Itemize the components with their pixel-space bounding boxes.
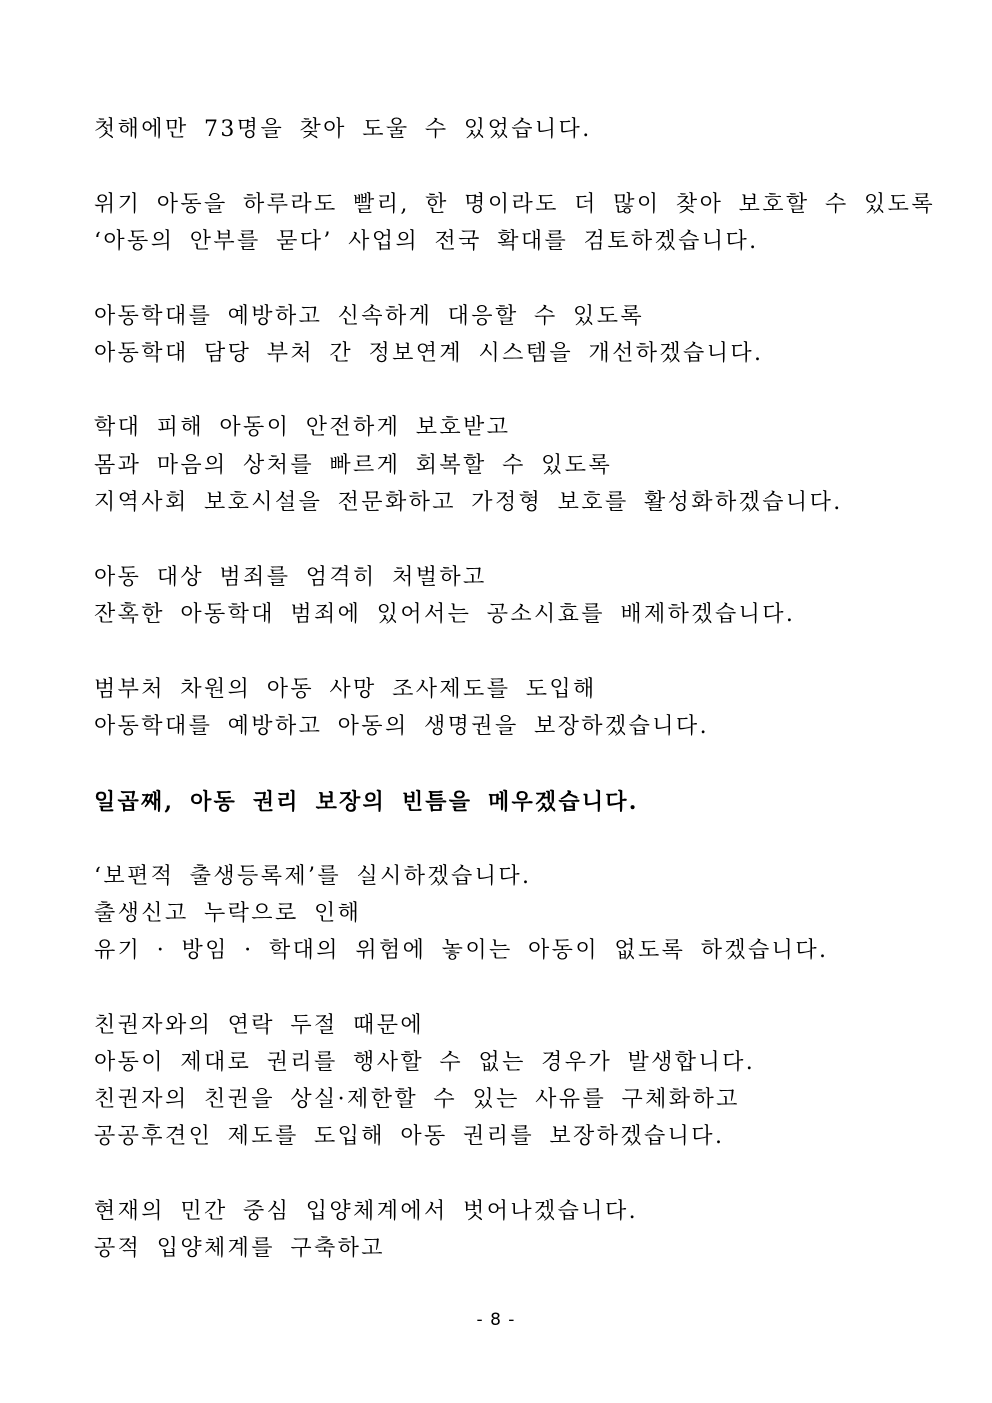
page-number: - 8 -	[476, 1310, 516, 1330]
body-text-line: ‘아동의 안부를 묻다’ 사업의 전국 확대를 검토하겠습니다.	[94, 229, 759, 254]
body-text-line: 몸과 마음의 상처를 빠르게 회복할 수 있도록	[94, 453, 613, 478]
body-text-line: 공적 입양체계를 구축하고	[94, 1236, 385, 1261]
body-text-line: 공공후견인 제도를 도입해 아동 권리를 보장하겠습니다.	[94, 1124, 725, 1149]
body-text-line: 지역사회 보호시설을 전문화하고 가정형 보호를 활성화하겠습니다.	[94, 490, 843, 515]
body-text-line: 아동 대상 범죄를 엄격히 처벌하고	[94, 565, 487, 590]
body-text-line: ‘보편적 출생등록제’를 실시하겠습니다.	[94, 864, 532, 889]
body-text-line: 아동학대를 예방하고 신속하게 대응할 수 있도록	[94, 304, 645, 329]
body-text-line: 친권자와의 연락 두절 때문에	[94, 1013, 425, 1038]
body-text-line: 위기 아동을 하루라도 빨리, 한 명이라도 더 많이 찾아 보호할 수 있도록	[94, 192, 935, 217]
body-text-line: 첫해에만 73명을 찾아 도울 수 있었습니다.	[94, 117, 592, 142]
body-text-line: 범부처 차원의 아동 사망 조사제도를 도입해	[94, 677, 597, 702]
body-text-line: 아동학대를 예방하고 아동의 생명권을 보장하겠습니다.	[94, 714, 709, 739]
body-text-line: 친권자의 친권을 상실·제한할 수 있는 사유를 구체화하고	[94, 1087, 740, 1112]
body-text-line: 아동학대 담당 부처 간 정보연계 시스템을 개선하겠습니다.	[94, 341, 764, 366]
body-text-line: 학대 피해 아동이 안전하게 보호받고	[94, 415, 511, 440]
body-text-line: 현재의 민간 중심 입양체계에서 벗어나겠습니다.	[94, 1199, 639, 1224]
body-text-line: 아동이 제대로 권리를 행사할 수 없는 경우가 발생합니다.	[94, 1050, 756, 1075]
body-text-line: 유기 · 방임 · 학대의 위험에 놓이는 아동이 없도록 하겠습니다.	[94, 938, 829, 963]
body-text-line: 출생신고 누락으로 인해	[94, 901, 362, 926]
body-text-line: 잔혹한 아동학대 범죄에 있어서는 공소시효를 배제하겠습니다.	[94, 602, 796, 627]
section-heading: 일곱째, 아동 권리 보장의 빈틈을 메우겠습니다.	[94, 789, 639, 815]
